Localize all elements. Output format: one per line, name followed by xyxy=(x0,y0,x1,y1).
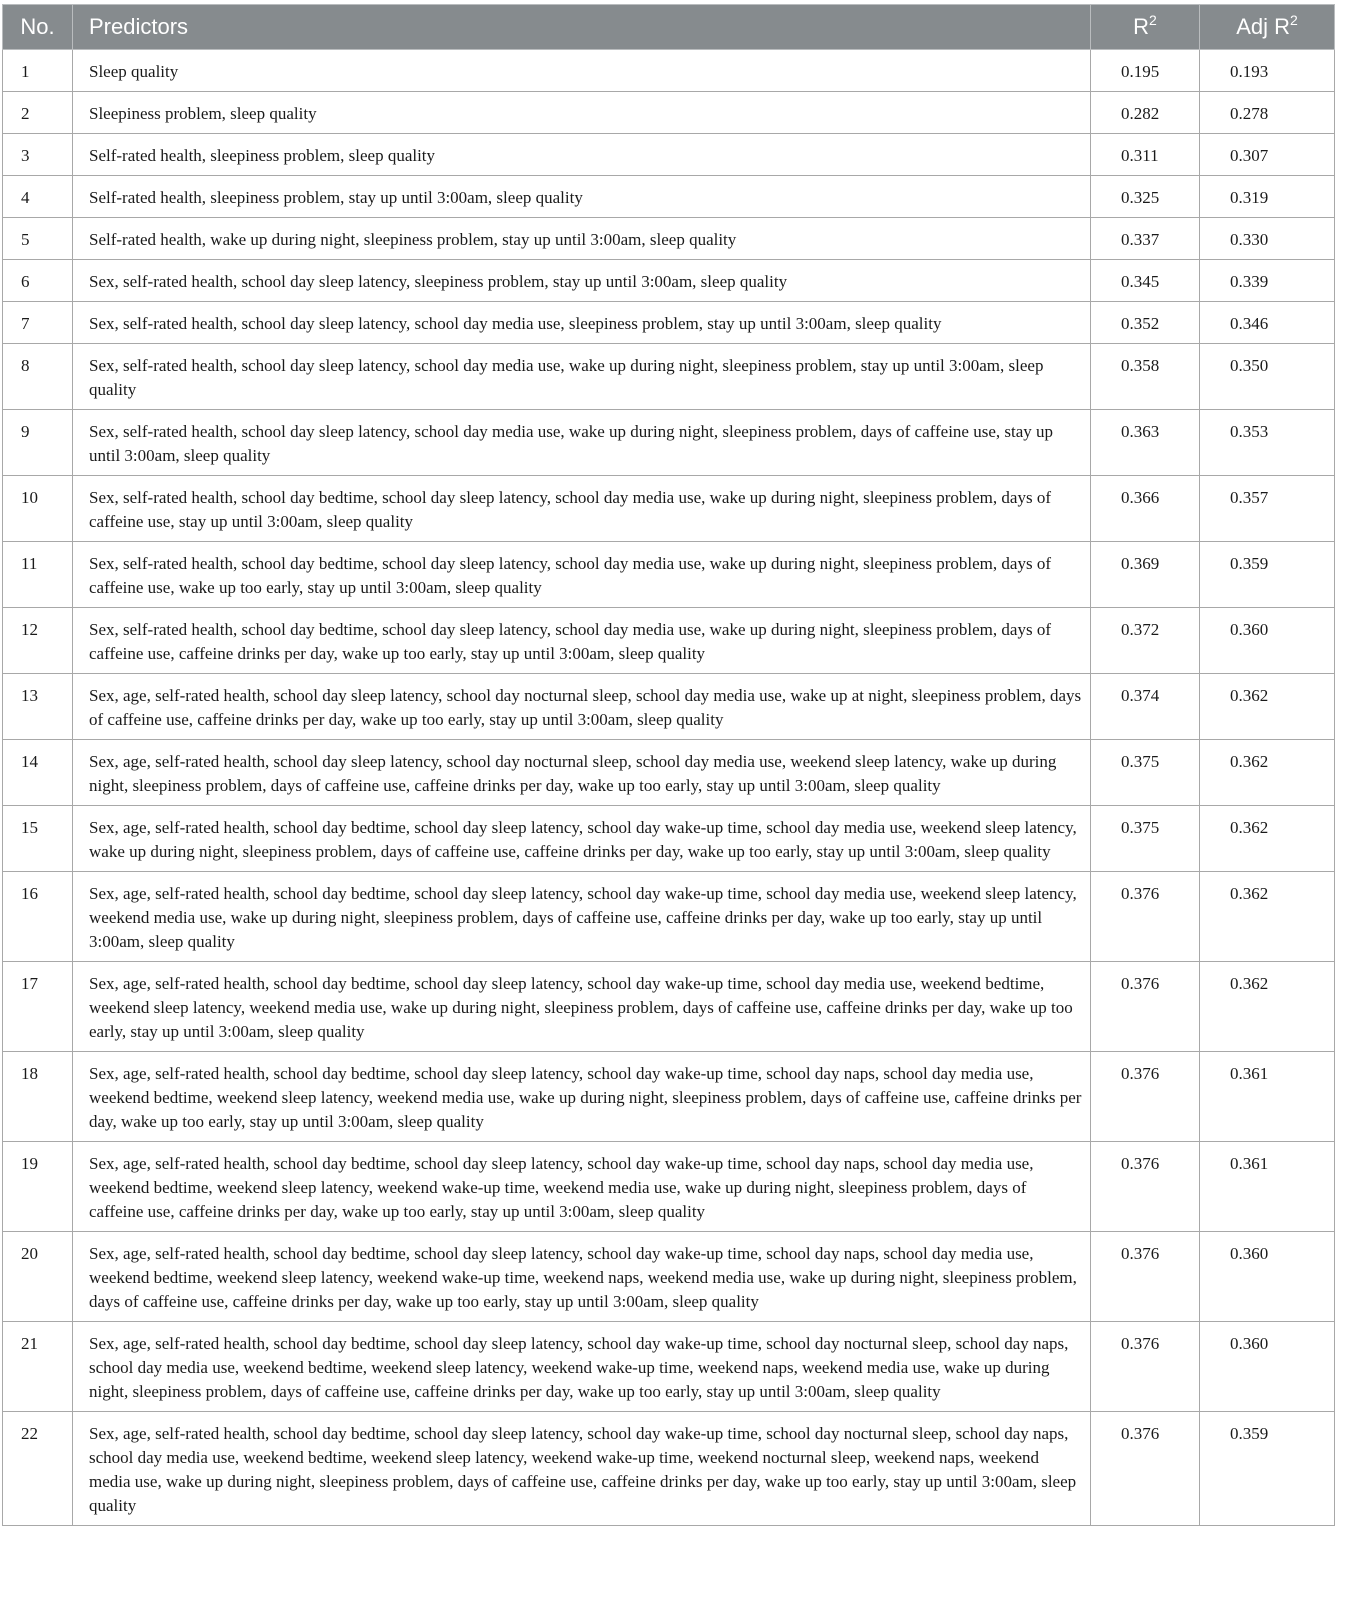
table-body xyxy=(3,50,1335,1526)
cell-adj-r2: 0.350 xyxy=(1200,344,1335,410)
cell-no: 22 xyxy=(3,1412,73,1526)
cell-r2: 0.376 xyxy=(1091,1232,1200,1322)
header-adj-r2 xyxy=(1200,5,1335,50)
cell-no: 19 xyxy=(3,1142,73,1232)
table-row xyxy=(3,1052,1335,1142)
cell-adj-r2: 0.362 xyxy=(1200,740,1335,806)
table-row xyxy=(3,302,1335,344)
header-adj-r2-base: Adj R xyxy=(1236,14,1290,39)
cell-adj-r2: 0.193 xyxy=(1200,50,1335,92)
table-row xyxy=(3,50,1335,92)
cell-predictors: Sex, self-rated health, school day sleep latency, school day media use, wake up during night, sleepiness problem, stay up until 3:00am, sleep quality xyxy=(73,344,1091,410)
cell-predictors: Sex, age, self-rated health, school day bedtime, school day sleep latency, school day wake-up time, school day naps, school day media use, weekend bedtime, weekend sleep latency, weekend wake-up time, weekend media use, wake up during night, sleepiness problem, days of caffeine use, caffeine drinks per day, wake up too early, stay up until 3:00am, sleep quality xyxy=(73,1142,1091,1232)
cell-r2: 0.352 xyxy=(1091,302,1200,344)
cell-no: 21 xyxy=(3,1322,73,1412)
cell-adj-r2: 0.357 xyxy=(1200,476,1335,542)
cell-predictors: Sex, self-rated health, school day bedtime, school day sleep latency, school day media use, wake up during night, sleepiness problem, days of caffeine use, wake up too early, stay up until 3:00am, sleep quality xyxy=(73,542,1091,608)
cell-predictors: Sex, self-rated health, school day sleep latency, sleepiness problem, stay up until 3:00am, sleep quality xyxy=(73,260,1091,302)
cell-adj-r2: 0.362 xyxy=(1200,806,1335,872)
cell-predictors: Sex, self-rated health, school day bedtime, school day sleep latency, school day media use, wake up during night, sleepiness problem, days of caffeine use, stay up until 3:00am, sleep quality xyxy=(73,476,1091,542)
cell-r2: 0.376 xyxy=(1091,872,1200,962)
table-row xyxy=(3,410,1335,476)
table-row xyxy=(3,1232,1335,1322)
table-row xyxy=(3,872,1335,962)
cell-predictors: Sex, self-rated health, school day bedtime, school day sleep latency, school day media use, wake up during night, sleepiness problem, days of caffeine use, caffeine drinks per day, wake up too early, stay up until 3:00am, sleep quality xyxy=(73,608,1091,674)
table-row xyxy=(3,1412,1335,1526)
cell-predictors: Sex, age, self-rated health, school day bedtime, school day sleep latency, school day wake-up time, school day nocturnal sleep, school day naps, school day media use, weekend bedtime, weekend sleep latency, weekend wake-up time, weekend nocturnal sleep, weekend naps, weekend media use, wake up during night, sleepiness problem, days of caffeine use, caffeine drinks per day, wake up too early, stay up until 3:00am, sleep quality xyxy=(73,1412,1091,1526)
table-row xyxy=(3,134,1335,176)
cell-no: 5 xyxy=(3,218,73,260)
cell-no: 14 xyxy=(3,740,73,806)
cell-predictors: Self-rated health, wake up during night, sleepiness problem, stay up until 3:00am, sleep quality xyxy=(73,218,1091,260)
table-row xyxy=(3,542,1335,608)
cell-predictors: Sleep quality xyxy=(73,50,1091,92)
cell-r2: 0.376 xyxy=(1091,1052,1200,1142)
header-r2 xyxy=(1091,5,1200,50)
table-row xyxy=(3,218,1335,260)
cell-predictors: Sex, age, self-rated health, school day sleep latency, school day nocturnal sleep, school day media use, wake up at night, sleepiness problem, days of caffeine use, caffeine drinks per day, wake up too early, stay up until 3:00am, sleep quality xyxy=(73,674,1091,740)
predictors-table xyxy=(2,4,1335,1526)
cell-predictors: Sex, age, self-rated health, school day bedtime, school day sleep latency, school day wake-up time, school day media use, weekend bedtime, weekend sleep latency, weekend media use, wake up during night, sleepiness problem, days of caffeine use, caffeine drinks per day, wake up too early, stay up until 3:00am, sleep quality xyxy=(73,962,1091,1052)
cell-no: 20 xyxy=(3,1232,73,1322)
cell-no: 3 xyxy=(3,134,73,176)
header-r2-superscript: 2 xyxy=(1149,12,1157,28)
cell-r2: 0.325 xyxy=(1091,176,1200,218)
cell-no: 7 xyxy=(3,302,73,344)
cell-r2: 0.369 xyxy=(1091,542,1200,608)
table-row xyxy=(3,740,1335,806)
cell-predictors: Sleepiness problem, sleep quality xyxy=(73,92,1091,134)
cell-no: 6 xyxy=(3,260,73,302)
cell-adj-r2: 0.307 xyxy=(1200,134,1335,176)
cell-adj-r2: 0.330 xyxy=(1200,218,1335,260)
header-row xyxy=(3,5,1335,50)
table-row xyxy=(3,92,1335,134)
cell-r2: 0.376 xyxy=(1091,1142,1200,1232)
cell-r2: 0.195 xyxy=(1091,50,1200,92)
cell-predictors: Sex, age, self-rated health, school day bedtime, school day sleep latency, school day wake-up time, school day naps, school day media use, weekend bedtime, weekend sleep latency, weekend media use, wake up during night, sleepiness problem, days of caffeine use, caffeine drinks per day, wake up too early, stay up until 3:00am, sleep quality xyxy=(73,1052,1091,1142)
cell-r2: 0.374 xyxy=(1091,674,1200,740)
cell-r2: 0.372 xyxy=(1091,608,1200,674)
cell-adj-r2: 0.278 xyxy=(1200,92,1335,134)
table-row xyxy=(3,1322,1335,1412)
cell-adj-r2: 0.360 xyxy=(1200,608,1335,674)
cell-predictors: Self-rated health, sleepiness problem, sleep quality xyxy=(73,134,1091,176)
cell-adj-r2: 0.361 xyxy=(1200,1142,1335,1232)
cell-r2: 0.363 xyxy=(1091,410,1200,476)
table-header xyxy=(3,5,1335,50)
cell-no: 15 xyxy=(3,806,73,872)
table-row xyxy=(3,344,1335,410)
cell-no: 8 xyxy=(3,344,73,410)
cell-predictors: Sex, age, self-rated health, school day bedtime, school day sleep latency, school day wake-up time, school day media use, weekend sleep latency, wake up during night, sleepiness problem, days of caffeine use, caffeine drinks per day, wake up too early, stay up until 3:00am, sleep quality xyxy=(73,806,1091,872)
cell-adj-r2: 0.362 xyxy=(1200,962,1335,1052)
cell-adj-r2: 0.339 xyxy=(1200,260,1335,302)
cell-no: 1 xyxy=(3,50,73,92)
cell-predictors: Sex, self-rated health, school day sleep latency, school day media use, sleepiness problem, stay up until 3:00am, sleep quality xyxy=(73,302,1091,344)
header-no: No. xyxy=(3,5,73,50)
table-row xyxy=(3,476,1335,542)
cell-adj-r2: 0.359 xyxy=(1200,542,1335,608)
cell-no: 13 xyxy=(3,674,73,740)
cell-no: 16 xyxy=(3,872,73,962)
cell-r2: 0.358 xyxy=(1091,344,1200,410)
header-adj-r2-superscript: 2 xyxy=(1290,12,1298,28)
table-row xyxy=(3,674,1335,740)
cell-adj-r2: 0.360 xyxy=(1200,1232,1335,1322)
cell-r2: 0.376 xyxy=(1091,1322,1200,1412)
cell-adj-r2: 0.362 xyxy=(1200,674,1335,740)
cell-no: 17 xyxy=(3,962,73,1052)
cell-no: 12 xyxy=(3,608,73,674)
table-row xyxy=(3,176,1335,218)
cell-r2: 0.337 xyxy=(1091,218,1200,260)
cell-no: 18 xyxy=(3,1052,73,1142)
cell-adj-r2: 0.353 xyxy=(1200,410,1335,476)
cell-predictors: Sex, self-rated health, school day sleep latency, school day media use, wake up during night, sleepiness problem, days of caffeine use, stay up until 3:00am, sleep quality xyxy=(73,410,1091,476)
cell-r2: 0.345 xyxy=(1091,260,1200,302)
cell-no: 2 xyxy=(3,92,73,134)
cell-predictors: Sex, age, self-rated health, school day bedtime, school day sleep latency, school day wake-up time, school day media use, weekend sleep latency, weekend media use, wake up during night, sleepiness problem, days of caffeine use, caffeine drinks per day, wake up too early, stay up until 3:00am, sleep quality xyxy=(73,872,1091,962)
cell-r2: 0.375 xyxy=(1091,740,1200,806)
cell-no: 10 xyxy=(3,476,73,542)
cell-r2: 0.376 xyxy=(1091,1412,1200,1526)
table-row xyxy=(3,806,1335,872)
cell-r2: 0.311 xyxy=(1091,134,1200,176)
cell-r2: 0.375 xyxy=(1091,806,1200,872)
cell-adj-r2: 0.359 xyxy=(1200,1412,1335,1526)
cell-r2: 0.376 xyxy=(1091,962,1200,1052)
cell-adj-r2: 0.361 xyxy=(1200,1052,1335,1142)
table-row xyxy=(3,608,1335,674)
header-predictors: Predictors xyxy=(73,5,1091,50)
table-row xyxy=(3,260,1335,302)
cell-predictors: Sex, age, self-rated health, school day bedtime, school day sleep latency, school day wake-up time, school day naps, school day media use, weekend bedtime, weekend sleep latency, weekend wake-up time, weekend naps, weekend media use, wake up during night, sleepiness problem, days of caffeine use, caffeine drinks per day, wake up too early, stay up until 3:00am, sleep quality xyxy=(73,1232,1091,1322)
header-r2-base: R xyxy=(1133,14,1150,39)
table-row xyxy=(3,962,1335,1052)
cell-predictors: Sex, age, self-rated health, school day sleep latency, school day nocturnal sleep, school day media use, weekend sleep latency, wake up during night, sleepiness problem, days of caffeine use, caffeine drinks per day, wake up too early, stay up until 3:00am, sleep quality xyxy=(73,740,1091,806)
cell-adj-r2: 0.362 xyxy=(1200,872,1335,962)
cell-predictors: Sex, age, self-rated health, school day bedtime, school day sleep latency, school day wake-up time, school day nocturnal sleep, school day naps, school day media use, weekend bedtime, weekend sleep latency, weekend wake-up time, weekend naps, weekend media use, wake up during night, sleepiness problem, days of caffeine use, caffeine drinks per day, wake up too early, stay up until 3:00am, sleep quality xyxy=(73,1322,1091,1412)
cell-no: 11 xyxy=(3,542,73,608)
cell-adj-r2: 0.346 xyxy=(1200,302,1335,344)
table-row xyxy=(3,1142,1335,1232)
cell-no: 9 xyxy=(3,410,73,476)
cell-no: 4 xyxy=(3,176,73,218)
cell-r2: 0.282 xyxy=(1091,92,1200,134)
cell-r2: 0.366 xyxy=(1091,476,1200,542)
cell-adj-r2: 0.360 xyxy=(1200,1322,1335,1412)
cell-predictors: Self-rated health, sleepiness problem, stay up until 3:00am, sleep quality xyxy=(73,176,1091,218)
cell-adj-r2: 0.319 xyxy=(1200,176,1335,218)
